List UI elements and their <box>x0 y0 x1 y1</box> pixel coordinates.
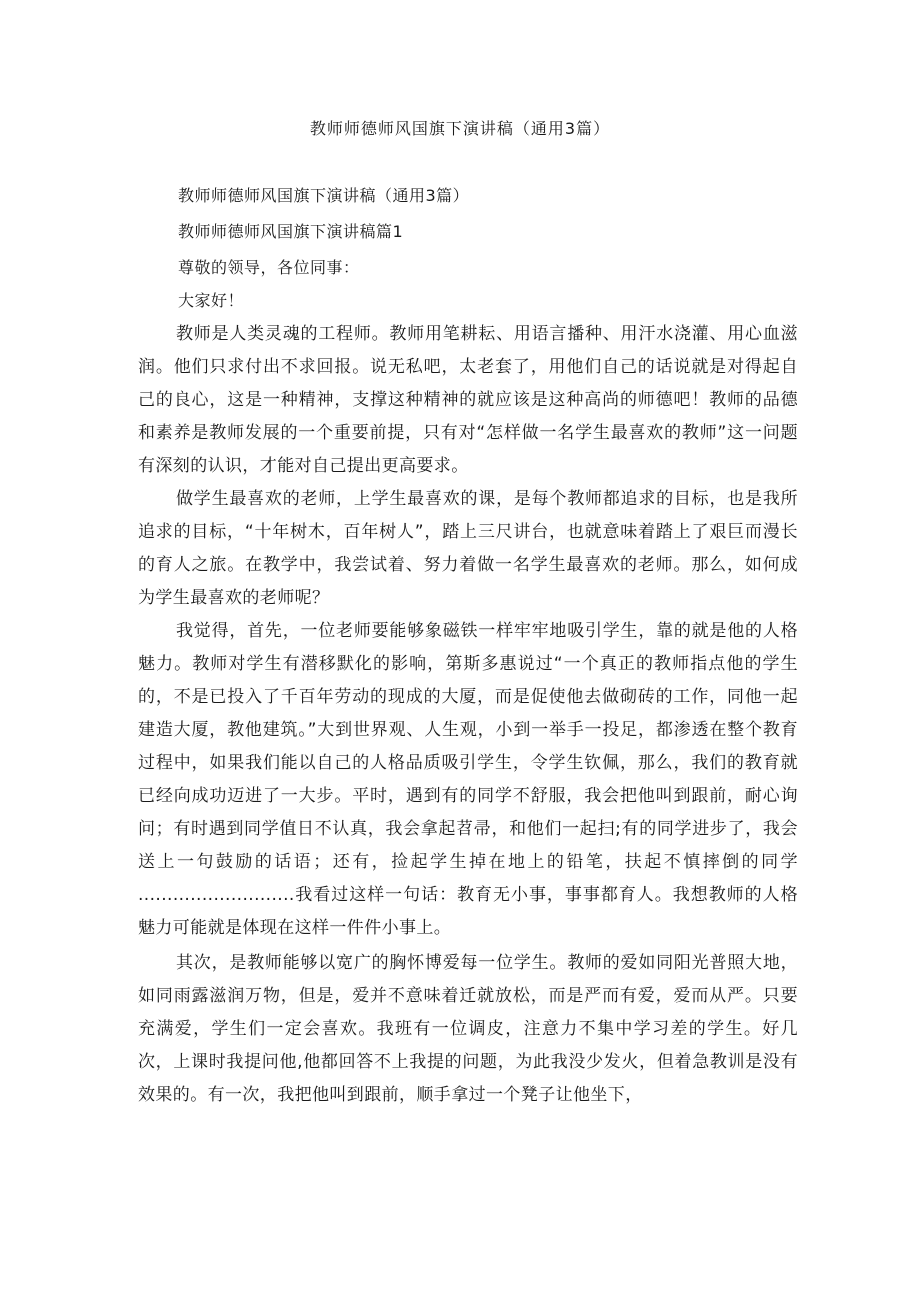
document-title: 教师师德师风国旗下演讲稿（通用3篇） <box>309 119 611 138</box>
document-subtitle: 教师师德师风国旗下演讲稿（通用3篇） <box>178 186 470 205</box>
paragraph: 做学生最喜欢的老师，上学生最喜欢的课，是每个教师都追求的目标，也是我所追求的目标，“十年树木，百年树人”，踏上三尺讲台，也就意味着踏上了艰巨而漫长的育人之旅。在教学中，我尝试着、努力着做一名学生最喜欢的老师。那么，如何成为学生最喜欢的老师呢？ <box>138 489 798 608</box>
greeting: 大家好！ <box>178 291 245 310</box>
salutation: 尊敬的领导，各位同事： <box>178 258 360 277</box>
document-body <box>138 318 798 1112</box>
section-heading: 教师师德师风国旗下演讲稿篇1 <box>178 222 404 241</box>
paragraph: 教师是人类灵魂的工程师。教师用笔耕耘、用语言播种、用汗水浇灌、用心血滋润。他们只求付出不求回报。说无私吧，太老套了，用他们自己的话说就是对得起自己的良心，这是一种精神，支撑这种精神的就应该是这种高尚的师德吧！教师的品德和素养是教师发展的一个重要前提，只有对“怎样做一名学生最喜欢的教师”这一问题有深刻的认识，才能对自己提出更高要求。 <box>138 324 798 476</box>
paragraph: 其次，是教师能够以宽广的胸怀博爱每一位学生。教师的爱如同阳光普照大地，如同雨露滋润万物，但是，爱并不意味着迁就放松，而是严而有爱，爱而从严。只要充满爱，学生们一定会喜欢。我班有一位调皮，注意力不集中学习差的学生。好几次，上课时我提问他,他都回答不上我提的问题，为此我没少发火，但着急教训是没有效果的。有一次，我把他叫到跟前，顺手拿过一个凳子让他坐下， <box>138 953 798 1105</box>
paragraph: 我觉得，首先，一位老师要能够象磁铁一样牢牢地吸引学生，靠的就是他的人格魅力。教师对学生有潜移默化的影响，第斯多惠说过“一个真正的教师指点他的学生的，不是已投入了千百年劳动的现成的大厦，而是促使他去做砌砖的工作，同他一起建造大厦，教他建筑。”大到世界观、人生观，小到一举手一投足，都渗透在整个教育过程中，如果我们能以自己的人格品质吸引学生，令学生钦佩，那么，我们的教育就已经向成功迈进了一大步。平时，遇到有的同学不舒服，我会把他叫到跟前，耐心询问；有时遇到同学值日不认真，我会拿起苕帚，和他们一起扫;有的同学进步了，我会送上一句鼓励的话语；还有，捡起学生掉在地上的铅笔，扶起不慎摔倒的同学 ...........................我看过这样一句话：教育无小事，事事都育人。我想教师的人格魅力可能就是体现在这样一件件小事上。 <box>138 621 798 938</box>
